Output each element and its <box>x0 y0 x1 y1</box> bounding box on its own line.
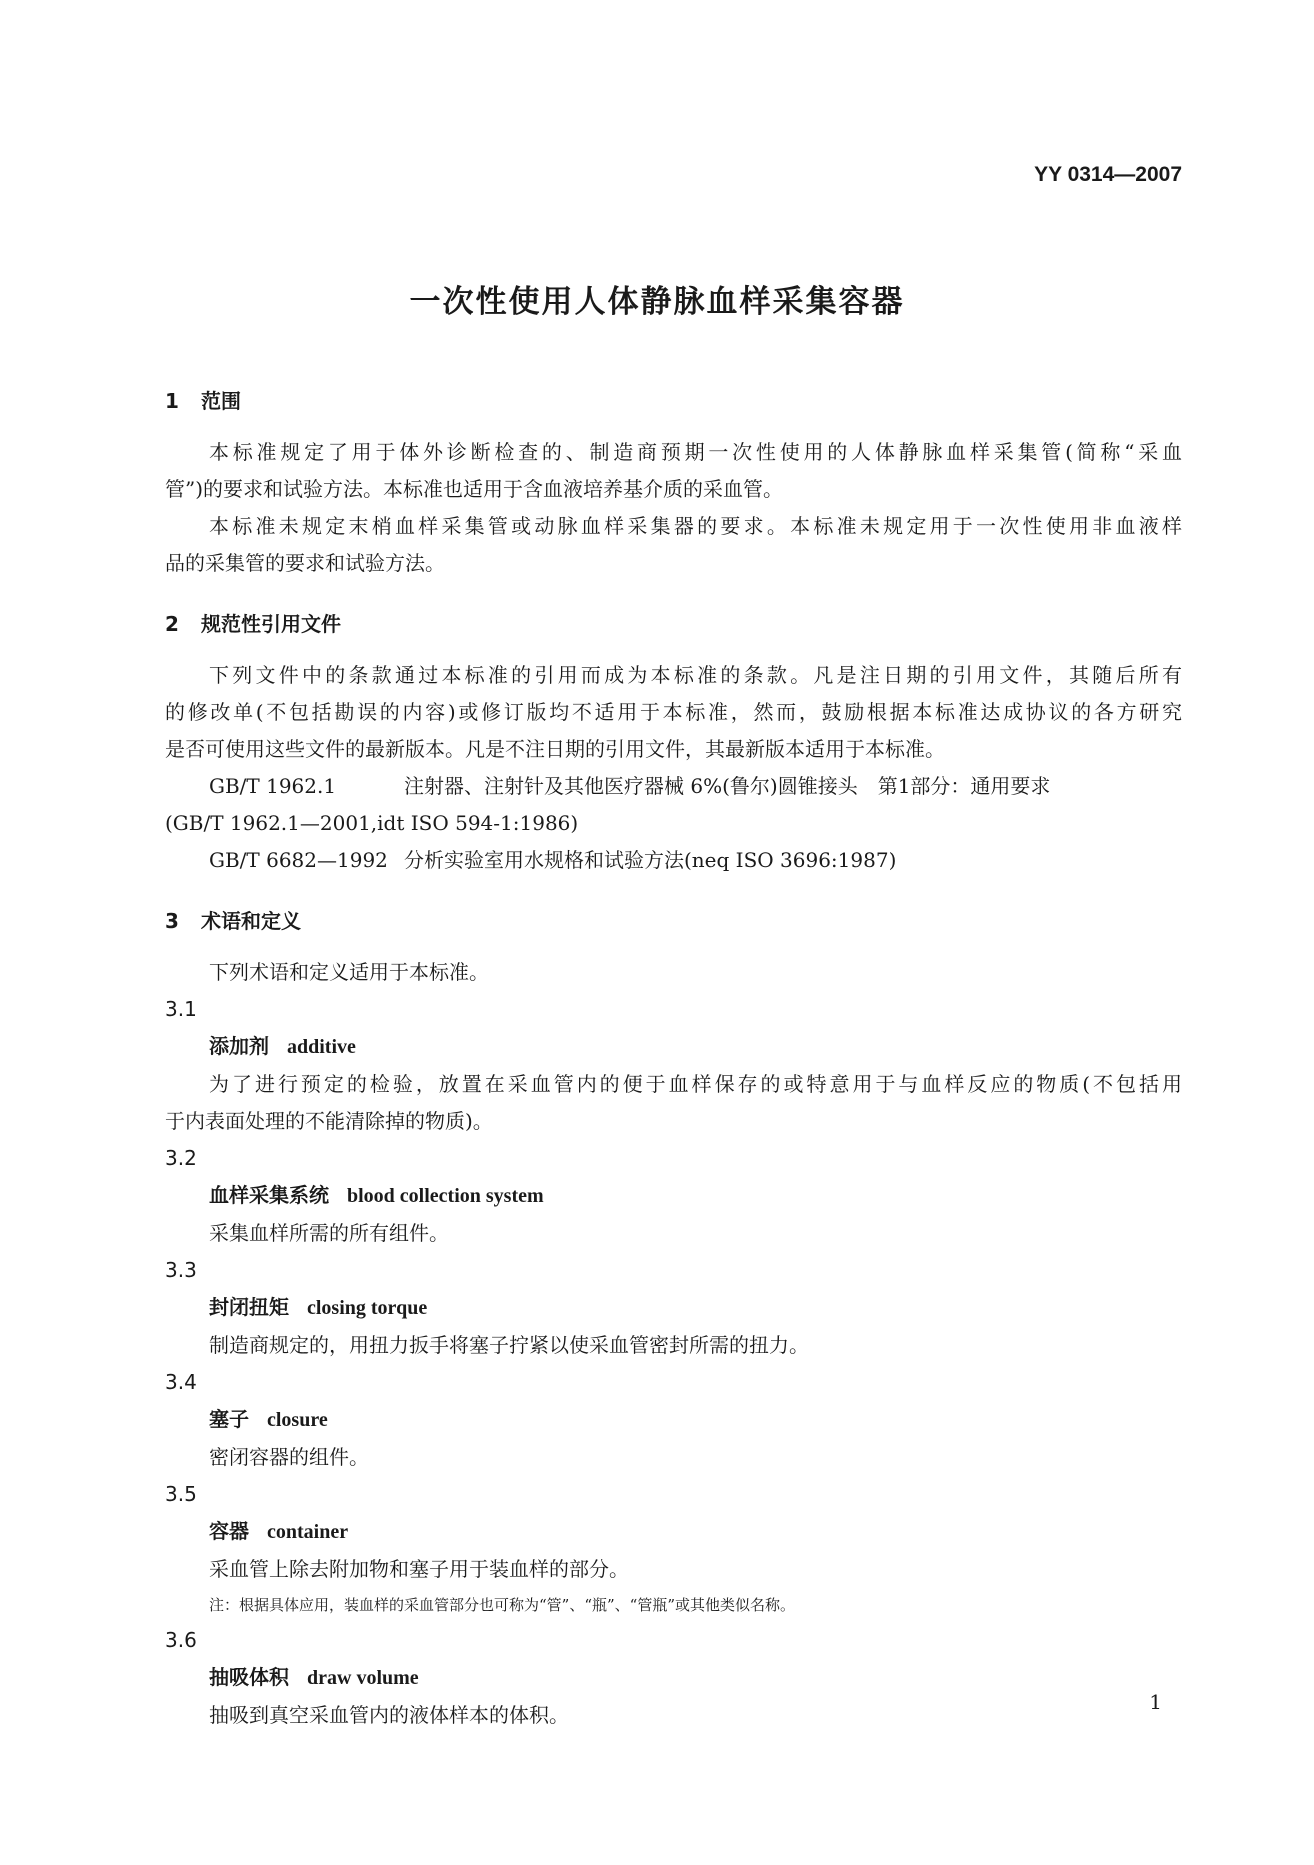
clause-number: 3.2 <box>165 1146 197 1170</box>
term-english: additive <box>287 1036 356 1058</box>
section-number: 2 <box>165 612 179 636</box>
page-number: 1 <box>1149 1690 1162 1714</box>
clause-number: 3.6 <box>165 1628 197 1652</box>
term-chinese: 抽吸体积 <box>209 1665 289 1689</box>
section-number: 3 <box>165 909 179 933</box>
clause-number: 3.3 <box>165 1258 197 1282</box>
reference-code: GB/T 6682—1992 <box>209 848 388 872</box>
term-chinese: 血样采集系统 <box>209 1183 329 1207</box>
reference-continuation: (GB/T 1962.1—2001,idt ISO 594-1:1986) <box>165 811 579 835</box>
clause-number: 3.1 <box>165 997 197 1021</box>
paragraph-line: 本标准未规定末梢血样采集管或动脉血样采集器的要求。本标准未规定用于一次性使用非血液样 <box>209 514 1182 538</box>
term-english: draw volume <box>307 1667 419 1689</box>
paragraph-line: 的修改单(不包括勘误的内容)或修订版均不适用于本标准，然而，鼓励根据本标准达成协议的各方研究 <box>165 700 1182 724</box>
term-english: container <box>267 1521 349 1543</box>
term-entry <box>165 1028 1182 1066</box>
section-title: 规范性引用文件 <box>201 612 341 636</box>
clause-number: 3.4 <box>165 1370 197 1394</box>
reference-entry <box>165 842 1182 879</box>
term-chinese: 塞子 <box>209 1407 249 1431</box>
paragraph-line: 下列文件中的条款通过本标准的引用而成为本标准的条款。凡是注日期的引用文件，其随后所有 <box>209 663 1182 687</box>
document-code: YY 0314—2007 <box>1034 163 1182 186</box>
definition-line: 抽吸到真空采血管内的液体样本的体积。 <box>209 1703 569 1727</box>
section-heading <box>165 383 1182 420</box>
term-chinese: 封闭扭矩 <box>209 1295 289 1319</box>
document-title: 一次性使用人体静脉血样采集容器 <box>409 284 905 320</box>
term-chinese: 容器 <box>209 1519 249 1543</box>
definition-line: 密闭容器的组件。 <box>209 1445 369 1469</box>
paragraph-line: 本标准规定了用于体外诊断检查的、制造商预期一次性使用的人体静脉血样采集管(简称“采血 <box>209 440 1182 464</box>
term-english: closure <box>267 1409 328 1431</box>
paragraph-line: 管”)的要求和试验方法。本标准也适用于含血液培养基介质的采血管。 <box>165 477 784 501</box>
term-english: closing torque <box>307 1297 428 1319</box>
reference-entry <box>165 768 1182 805</box>
section-heading <box>165 903 1182 940</box>
document-body <box>165 383 1182 1734</box>
section-title: 范围 <box>201 389 241 413</box>
term-english: blood collection system <box>347 1185 544 1207</box>
definition-line: 制造商规定的，用扭力扳手将塞子拧紧以使采血管密封所需的扭力。 <box>209 1333 809 1357</box>
paragraph-line: 下列术语和定义适用于本标准。 <box>209 960 489 984</box>
clause-number: 3.5 <box>165 1482 197 1506</box>
definition-line: 于内表面处理的不能清除掉的物质)。 <box>165 1109 493 1133</box>
reference-title: 分析实验室用水规格和试验方法(neq ISO 3696:1987) <box>404 848 897 872</box>
paragraph-line: 品的采集管的要求和试验方法。 <box>165 551 445 575</box>
term-entry <box>165 1401 1182 1439</box>
paragraph-line: 是否可使用这些文件的最新版本。凡是不注日期的引用文件，其最新版本适用于本标准。 <box>165 737 945 761</box>
reference-code: GB/T 1962.1 <box>209 774 337 798</box>
term-entry <box>165 1659 1182 1697</box>
note-text: 注：根据具体应用，装血样的采血管部分也可称为“管”、“瓶”、“管瓶”或其他类似名称。 <box>209 1596 796 1614</box>
section-title: 术语和定义 <box>201 909 301 933</box>
reference-title: 注射器、注射针及其他医疗器械 6%(鲁尔)圆锥接头 第1部分：通用要求 <box>404 774 1051 798</box>
term-entry <box>165 1177 1182 1215</box>
section-number: 1 <box>165 389 179 413</box>
term-entry <box>165 1289 1182 1327</box>
definition-line: 为了进行预定的检验，放置在采血管内的便于血样保存的或特意用于与血样反应的物质(不包括用 <box>209 1072 1182 1096</box>
term-entry <box>165 1513 1182 1551</box>
definition-line: 采血管上除去附加物和塞子用于装血样的部分。 <box>209 1557 629 1581</box>
term-chinese: 添加剂 <box>209 1034 269 1058</box>
section-heading <box>165 606 1182 643</box>
definition-line: 采集血样所需的所有组件。 <box>209 1221 449 1245</box>
